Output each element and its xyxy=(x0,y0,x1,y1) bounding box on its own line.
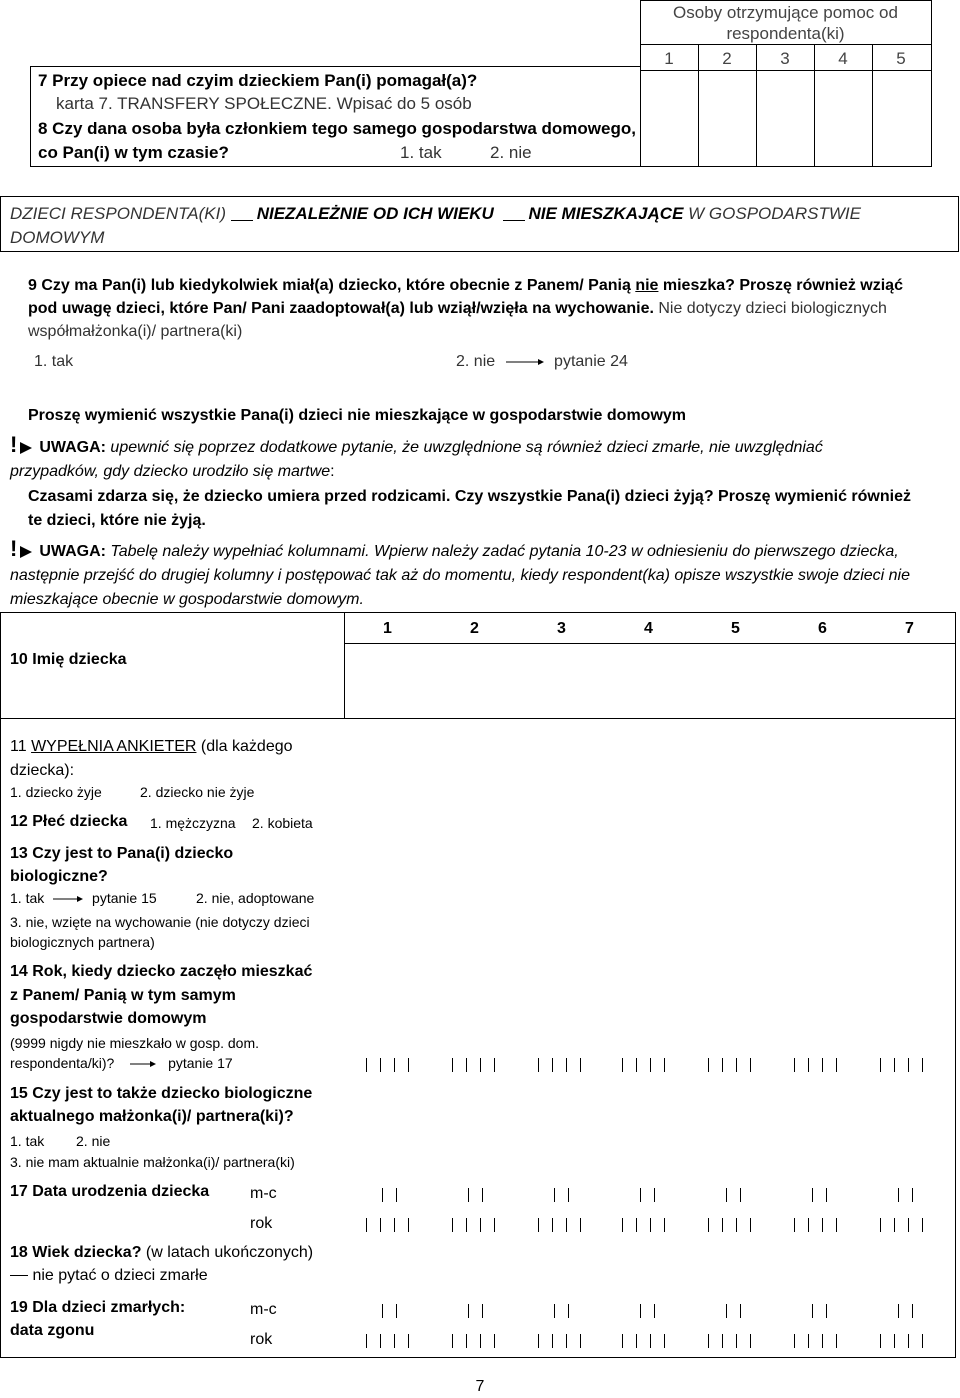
answer-cell-tick xyxy=(894,1334,895,1348)
warning-1-line2: przypadków, gdy dziecko urodziło się martwe: xyxy=(10,463,335,480)
q14-note-line2: respondenta/ki)? pytanie 17 xyxy=(10,1055,233,1071)
answer-cell-tick xyxy=(480,1334,481,1348)
answer-cell-tick xyxy=(822,1058,823,1072)
table-col-7: 7 xyxy=(905,620,914,637)
q7-title: 7 Przy opiece nad czyim dzieckiem Pan(i) pomagał(a)? xyxy=(38,71,478,90)
answer-cell-tick xyxy=(794,1218,795,1232)
q13-option-adopted: 2. nie, adoptowane xyxy=(196,890,315,906)
answer-cell-tick xyxy=(552,1334,553,1348)
answer-cell-tick xyxy=(750,1218,751,1232)
answer-cell-tick xyxy=(726,1304,727,1318)
section-title-part3: NIE MIESZKAJĄCE xyxy=(528,204,684,223)
answer-cell-tick xyxy=(736,1334,737,1348)
q14-label: 14 Rok, kiedy dziecko zaczęło mieszkać xyxy=(10,963,313,980)
answer-cell-tick xyxy=(494,1058,495,1072)
q19-label-line2: data zgonu xyxy=(10,1322,95,1339)
answer-cell-tick xyxy=(380,1334,381,1348)
section-title-part1: DZIECI RESPONDENTA(KI) xyxy=(10,204,231,223)
answer-cell-tick xyxy=(664,1334,665,1348)
q14-label-line2: z Panem/ Panią w tym samym xyxy=(10,987,236,1004)
list-instruction: Proszę wymienić wszystkie Pana(i) dzieci nie mieszkające w gospodarstwie domowym xyxy=(28,407,687,424)
answer-cell-tick xyxy=(822,1218,823,1232)
answer-cell-tick xyxy=(912,1304,913,1318)
q14-note: (9999 nigdy nie mieszkało w gosp. dom. xyxy=(10,1035,260,1051)
answer-cell-tick xyxy=(898,1188,899,1202)
answer-cell-tick xyxy=(538,1334,539,1348)
answer-cell-tick xyxy=(836,1334,837,1348)
answer-cell-tick xyxy=(736,1058,737,1072)
q15-label-line2: aktualnego małżonka(i)/ partnera(ki)? xyxy=(10,1108,294,1125)
answer-cell-tick xyxy=(394,1218,395,1232)
answer-cell-tick xyxy=(736,1218,737,1232)
answer-cell-tick xyxy=(812,1188,813,1202)
answer-cell-tick xyxy=(622,1058,623,1072)
answer-cell-tick xyxy=(636,1334,637,1348)
answer-cell-tick xyxy=(552,1218,553,1232)
q9-option-no: 2. nie pytanie 24 xyxy=(456,353,628,370)
answer-cell-tick xyxy=(894,1058,895,1072)
answer-cell-tick xyxy=(482,1304,483,1318)
answer-cell-tick xyxy=(922,1058,923,1072)
answer-cell-tick xyxy=(452,1058,453,1072)
answer-cell-tick xyxy=(452,1334,453,1348)
answer-cell-tick xyxy=(708,1334,709,1348)
q9-text-c: pod uwagę dzieci, które Pan/ Pani zaadoptował(a) lub wziął/wzięła na wychowanie. xyxy=(28,300,654,317)
warning-2-line2: następnie przejść do drugiej kolumny i postępować tak aż do momentu, kiedy respondent(ka) opisze wszystkie swoje dzieci nie xyxy=(10,567,911,584)
answer-cell-tick xyxy=(708,1058,709,1072)
answer-cell-tick xyxy=(898,1304,899,1318)
answer-cell-tick xyxy=(908,1058,909,1072)
table-col-6: 6 xyxy=(818,620,827,637)
q11-label-line2: dziecka): xyxy=(10,762,75,779)
q15-option-no: 2. nie xyxy=(76,1133,111,1149)
answer-cell-tick xyxy=(826,1188,827,1202)
helper-grid-header-line2: respondenta(ki) xyxy=(726,24,845,43)
q11-option-dead: 2. dziecko nie żyje xyxy=(140,784,255,800)
answer-cell-tick xyxy=(750,1058,751,1072)
q12-option-female: 2. kobieta xyxy=(252,815,313,831)
answer-cell-tick xyxy=(654,1304,655,1318)
q13-label-line2: biologiczne? xyxy=(10,868,108,885)
answer-cell-tick xyxy=(480,1058,481,1072)
section-title-part4: W GOSPODARSTWIE xyxy=(683,204,861,223)
answer-cell-tick xyxy=(394,1058,395,1072)
q15-option-no-partner: 3. nie mam aktualnie małżonka(i)/ partnera(ki) xyxy=(10,1154,295,1170)
answer-cell-tick xyxy=(554,1304,555,1318)
helper-col-4: 4 xyxy=(838,49,848,68)
table-col-4: 4 xyxy=(644,620,653,637)
answer-cell-tick xyxy=(880,1218,881,1232)
helper-col-3: 3 xyxy=(780,49,790,68)
answer-cell-tick xyxy=(650,1218,651,1232)
answer-cell-tick xyxy=(538,1218,539,1232)
q15-option-yes: 1. tak xyxy=(10,1133,45,1149)
answer-cell-tick xyxy=(366,1334,367,1348)
answer-cell-tick xyxy=(396,1188,397,1202)
section-title-line2: DOMOWYM xyxy=(10,228,105,247)
q14-label-line3: gospodarstwie domowym xyxy=(10,1010,207,1027)
answer-cell-tick xyxy=(794,1058,795,1072)
answer-cell-tick xyxy=(750,1334,751,1348)
answer-cell-tick xyxy=(554,1188,555,1202)
q17-month-label: m-c xyxy=(250,1185,277,1202)
answer-cell-tick xyxy=(922,1218,923,1232)
answer-cell-tick xyxy=(494,1218,495,1232)
answer-cell-tick xyxy=(580,1334,581,1348)
warning-1 xyxy=(10,434,823,459)
answer-cell-tick xyxy=(636,1058,637,1072)
answer-cell-tick xyxy=(382,1188,383,1202)
play-icon xyxy=(19,545,33,559)
answer-cell-tick xyxy=(808,1334,809,1348)
answer-cell-tick xyxy=(664,1058,665,1072)
answer-cell-tick xyxy=(640,1188,641,1202)
warning-1-label: UWAGA: xyxy=(39,439,106,456)
q12-option-male: 1. mężczyzna xyxy=(150,815,236,831)
answer-cell-tick xyxy=(922,1334,923,1348)
q18-note: nie pytać o dzieci zmarłe xyxy=(10,1265,208,1287)
answer-cell-tick xyxy=(380,1218,381,1232)
answer-cell-tick xyxy=(812,1304,813,1318)
answer-cell-tick xyxy=(622,1218,623,1232)
answer-cell-tick xyxy=(568,1304,569,1318)
exclamation-icon: ! xyxy=(10,432,18,457)
q12-label: 12 Płeć dziecka xyxy=(10,813,128,830)
warning-2-label: UWAGA: xyxy=(39,543,106,560)
q11-label: 11 WYPEŁNIA ANKIETER (dla każdego xyxy=(10,738,293,755)
arrow-right-icon xyxy=(504,357,546,367)
q9-text: 9 Czy ma Pan(i) lub kiedykolwiek miał(a) dziecko, które obecnie z Panem/ Panią xyxy=(28,277,636,294)
q9-line3: współmałżonka(i)/ partnera(ki) xyxy=(28,323,243,340)
answer-cell-tick xyxy=(366,1218,367,1232)
q17-label: 17 Data urodzenia dziecka xyxy=(10,1183,210,1200)
answer-cell-tick xyxy=(566,1058,567,1072)
answer-cell-tick xyxy=(740,1188,741,1202)
answer-cell-tick xyxy=(722,1218,723,1232)
answer-cell-tick xyxy=(726,1188,727,1202)
answer-cell-tick xyxy=(580,1058,581,1072)
answer-cell-tick xyxy=(836,1218,837,1232)
q8-title-line2: co Pan(i) w tym czasie? xyxy=(38,143,229,162)
answer-cell-tick xyxy=(566,1218,567,1232)
answer-cell-tick xyxy=(880,1334,881,1348)
q9-text-end: mieszka? xyxy=(658,277,735,294)
answer-cell-tick xyxy=(466,1334,467,1348)
q13-option-foster: 3. nie, wzięte na wychowanie (nie dotyczy dzieci xyxy=(10,914,310,930)
answer-cell-tick xyxy=(408,1218,409,1232)
answer-cell-tick xyxy=(408,1334,409,1348)
q8-option-no: 2. nie xyxy=(490,143,532,162)
answer-cell-tick xyxy=(794,1334,795,1348)
helper-col-5: 5 xyxy=(896,49,906,68)
answer-cell-tick xyxy=(468,1188,469,1202)
q8-title: 8 Czy dana osoba była członkiem tego samego gospodarstwa domowego, xyxy=(38,119,636,138)
answer-cell-tick xyxy=(664,1218,665,1232)
q8-option-yes: 1. tak xyxy=(400,143,442,162)
answer-cell-tick xyxy=(654,1188,655,1202)
answer-cell-tick xyxy=(636,1218,637,1232)
q9-line1 xyxy=(28,275,903,297)
q15-label: 15 Czy jest to także dziecko biologiczne xyxy=(10,1085,313,1102)
q19-label: 19 Dla dzieci zmarłych: xyxy=(10,1299,186,1316)
answer-cell-tick xyxy=(468,1304,469,1318)
q9-line2 xyxy=(28,298,887,320)
warning-1-question: Czasami zdarza się, że dziecko umiera przed rodzicami. Czy wszystkie Pana(i) dzieci żyją? Proszę wymienić również xyxy=(28,488,911,505)
warning-2-text1: Tabelę należy wypełniać kolumnami. xyxy=(105,543,370,560)
q18-label: 18 Wiek dziecka? (w latach ukończonych) xyxy=(10,1244,314,1261)
answer-cell-tick xyxy=(894,1218,895,1232)
q10-label: 10 Imię dziecka xyxy=(10,651,127,668)
answer-cell-tick xyxy=(880,1058,881,1072)
warning-2-text2: Wpierw należy zadać pytania 10-23 w odniesieniu do pierwszego dziecka, xyxy=(369,543,899,560)
q13-label: 13 Czy jest to Pana(i) dziecko xyxy=(10,845,234,862)
answer-cell-tick xyxy=(394,1334,395,1348)
q19-year-label: rok xyxy=(250,1331,273,1348)
answer-cell-tick xyxy=(908,1218,909,1232)
helper-col-2: 2 xyxy=(722,49,732,68)
answer-cell-tick xyxy=(466,1058,467,1072)
answer-cell-tick xyxy=(566,1334,567,1348)
answer-cell-tick xyxy=(452,1218,453,1232)
answer-cell-tick xyxy=(396,1304,397,1318)
exclamation-icon: ! xyxy=(10,536,18,561)
answer-cell-tick xyxy=(480,1218,481,1232)
section-title-part2: NIEZALEŻNIE OD ICH WIEKU xyxy=(231,204,494,223)
answer-cell-tick xyxy=(568,1188,569,1202)
answer-cell-tick xyxy=(366,1058,367,1072)
answer-cell-tick xyxy=(552,1058,553,1072)
q11-option-alive: 1. dziecko żyje xyxy=(10,784,102,800)
answer-cell-tick xyxy=(836,1058,837,1072)
answer-cell-tick xyxy=(380,1058,381,1072)
table-col-3: 3 xyxy=(557,620,566,637)
q13-option-foster-line2: biologicznych partnera) xyxy=(10,934,155,950)
answer-cell-tick xyxy=(708,1218,709,1232)
warning-2 xyxy=(10,538,899,563)
q13-option-yes: 1. tak pytanie 15 xyxy=(10,890,157,906)
q17-year-label: rok xyxy=(250,1215,273,1232)
answer-cell-tick xyxy=(808,1058,809,1072)
answer-cell-tick xyxy=(740,1304,741,1318)
q9-text-d: Nie dotyczy dzieci biologicznych xyxy=(653,300,887,317)
answer-cell-tick xyxy=(722,1058,723,1072)
answer-cell-tick xyxy=(408,1058,409,1072)
answer-cell-tick xyxy=(650,1058,651,1072)
answer-cell-tick xyxy=(908,1334,909,1348)
helper-col-1: 1 xyxy=(664,49,674,68)
answer-cell-tick xyxy=(826,1304,827,1318)
answer-cell-tick xyxy=(538,1058,539,1072)
play-icon xyxy=(19,441,33,455)
q9-text-nie: nie xyxy=(635,277,659,294)
q9-option-yes: 1. tak xyxy=(34,353,74,370)
arrow-right-icon xyxy=(128,1059,158,1069)
helper-grid-header: Osoby otrzymujące pomoc od xyxy=(673,3,898,22)
answer-cell-tick xyxy=(640,1304,641,1318)
answer-cell-tick xyxy=(482,1188,483,1202)
answer-cell-tick xyxy=(622,1334,623,1348)
arrow-right-icon xyxy=(51,894,85,904)
page-number: 7 xyxy=(475,1378,485,1395)
answer-cell-tick xyxy=(494,1334,495,1348)
q7-instruction: karta 7. TRANSFERY SPOŁECZNE. Wpisać do 5 osób xyxy=(56,94,472,113)
table-col-5: 5 xyxy=(731,620,740,637)
q19-month-label: m-c xyxy=(250,1301,277,1318)
answer-cell-tick xyxy=(466,1218,467,1232)
table-col-2: 2 xyxy=(470,620,479,637)
q9-text-b: Proszę również wziąć xyxy=(734,277,903,294)
warning-1-question-line2: te dzieci, które nie żyją. xyxy=(28,512,206,529)
answer-cell-tick xyxy=(650,1334,651,1348)
answer-cell-tick xyxy=(580,1218,581,1232)
answer-cell-tick xyxy=(382,1304,383,1318)
section-title xyxy=(10,203,861,225)
warning-2-line3: mieszkające obecnie w gospodarstwie domowym. xyxy=(10,591,364,608)
table-col-1: 1 xyxy=(383,620,392,637)
warning-1-text: upewnić się poprzez dodatkowe pytanie, że uwzględnione są również dzieci zmarłe, nie uwzględniać xyxy=(105,439,823,456)
answer-cell-tick xyxy=(722,1334,723,1348)
answer-cell-tick xyxy=(822,1334,823,1348)
answer-cell-tick xyxy=(912,1188,913,1202)
answer-cell-tick xyxy=(808,1218,809,1232)
